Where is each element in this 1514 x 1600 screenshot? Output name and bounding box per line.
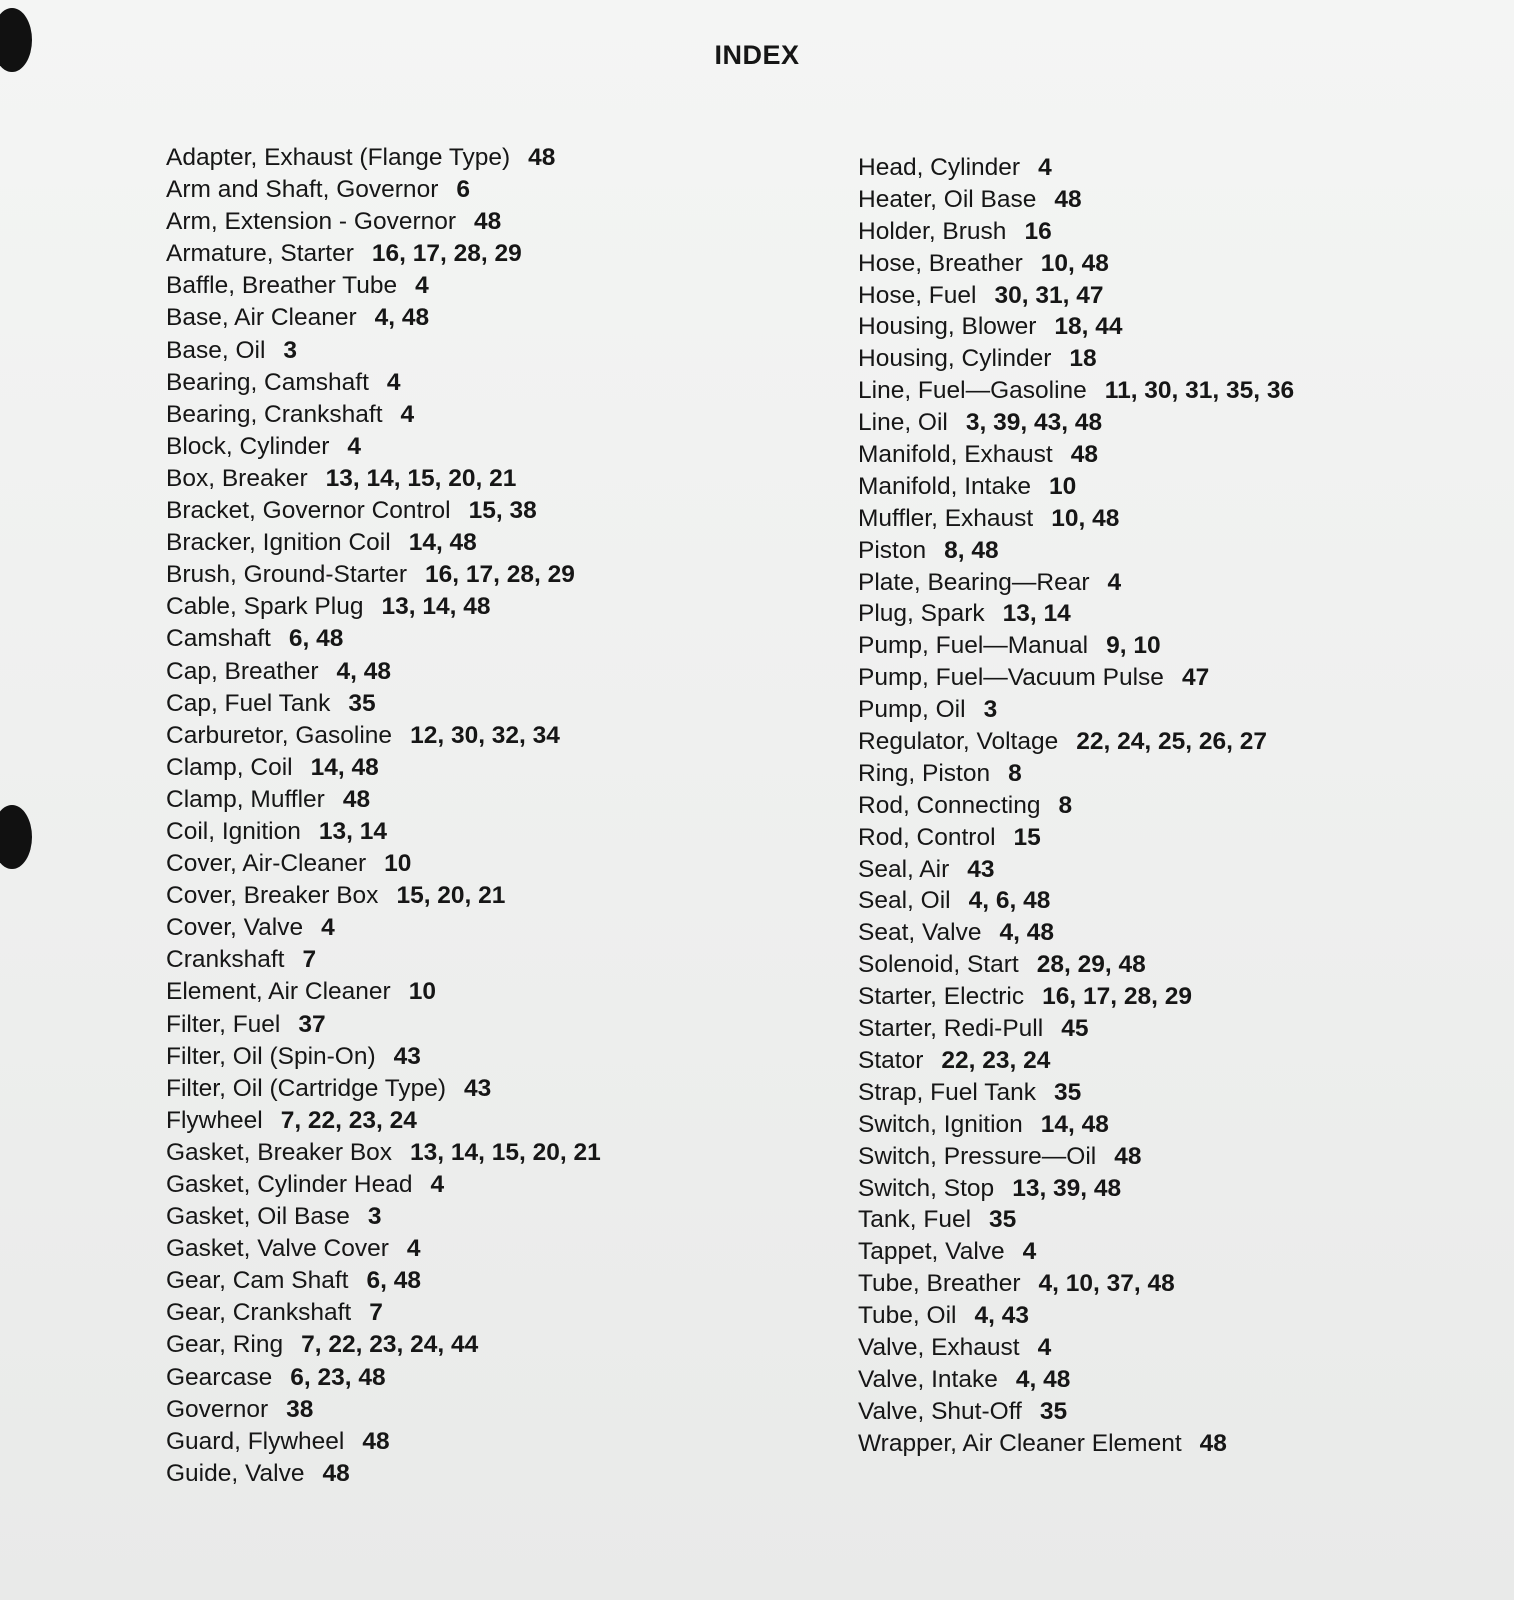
index-term: Bracket, Governor Control [166,497,451,525]
index-entry [166,623,726,655]
index-entry [858,1204,1498,1236]
index-term: Pump, Oil [858,696,966,724]
index-entry [858,917,1498,949]
index-entry [166,688,726,720]
index-term: Piston [858,536,927,564]
index-entry [166,848,726,880]
index-entry [166,784,726,816]
index-term: Filter, Fuel [166,1010,281,1038]
index-term: Armature, Starter [166,240,354,268]
index-page-numbers: 4, 48 [1015,1365,1071,1393]
index-page-numbers: 7 [369,1299,383,1327]
index-page-numbers: 16, 17, 28, 29 [425,561,575,589]
index-term: Gasket, Oil Base [166,1203,350,1231]
index-page-numbers: 4, 6, 48 [968,887,1051,915]
index-page-numbers: 37 [298,1010,326,1038]
index-page-numbers: 4 [1038,154,1052,181]
index-term: Switch, Ignition [858,1110,1023,1138]
index-entry [858,567,1498,599]
index-term: Starter, Redi-Pull [858,1015,1044,1043]
index-entry [858,1109,1498,1141]
index-page-numbers: 22, 24, 25, 26, 27 [1076,728,1267,756]
index-page-numbers: 13, 14, 15, 20, 21 [410,1138,601,1166]
index-page-numbers: 14, 48 [310,753,379,781]
index-term: Tank, Fuel [858,1206,972,1234]
index-page-numbers: 22, 23, 24 [941,1046,1051,1074]
index-entry [858,1396,1498,1428]
index-page-numbers: 48 [1070,441,1099,469]
index-entry [858,790,1498,822]
index-term: Housing, Cylinder [858,345,1052,373]
index-term: Block, Cylinder [166,432,330,460]
index-entry [166,142,726,174]
index-page-numbers: 4 [1107,568,1122,596]
index-term: Manifold, Intake [858,472,1031,500]
index-entry [858,1045,1498,1077]
index-entry [858,471,1498,503]
index-page-numbers: 43 [967,855,995,883]
index-entry [166,1201,726,1233]
index-entry [166,1105,726,1137]
index-term: Bearing, Crankshaft [166,400,383,428]
index-term: Crankshaft [166,946,285,974]
index-page-numbers: 45 [1061,1015,1089,1043]
index-term: Pump, Fuel—Manual [858,632,1089,660]
index-page-numbers: 14, 48 [408,529,477,557]
index-page-numbers: 6 [456,176,470,204]
index-entry [858,248,1498,280]
index-entry [166,1041,726,1073]
index-page-numbers: 30, 31, 47 [994,281,1104,309]
index-entry [858,1300,1498,1332]
index-entry [166,431,726,463]
index-page-numbers: 13, 39, 48 [1012,1174,1122,1202]
index-term: Adapter, Exhaust (Flange Type) [166,144,511,171]
index-entry [166,880,726,912]
index-page-numbers: 4 [430,1171,445,1198]
index-page-numbers: 4 [321,914,335,942]
index-entry [858,1268,1498,1300]
index-entry [166,1297,726,1329]
index-page-numbers: 48 [1114,1142,1142,1170]
index-page-numbers: 47 [1181,664,1210,692]
index-term: Baffle, Breather Tube [166,272,398,300]
index-term: Solenoid, Start [858,951,1019,979]
index-page-numbers: 7, 22, 23, 24, 44 [301,1331,479,1359]
index-term: Manifold, Exhaust [858,441,1053,469]
index-page-numbers: 48 [322,1459,350,1487]
index-entry [858,598,1498,630]
index-term: Wrapper, Air Cleaner Element [858,1429,1182,1457]
index-entry [166,1233,726,1265]
index-term: Starter, Electric [858,983,1025,1011]
index-entry [166,944,726,976]
index-page-numbers: 6, 48 [366,1267,421,1295]
index-entry [166,463,726,495]
index-entry [858,1364,1498,1396]
index-page-numbers: 4 [1022,1238,1037,1266]
index-term: Carburetor, Gasoline [166,721,393,749]
index-page-numbers: 11, 30, 31, 35, 36 [1104,377,1295,405]
index-entry [858,343,1498,375]
index-entry [166,206,726,238]
index-page-numbers: 7 [302,946,317,974]
index-entry [166,335,726,367]
index-entry [858,949,1498,981]
index-entry [166,270,726,302]
index-page-numbers: 10 [408,978,436,1006]
page-title: INDEX [714,40,800,70]
index-page-numbers: 12, 30, 32, 34 [410,721,560,749]
index-page-numbers: 48 [528,144,556,171]
index-term: Strap, Fuel Tank [858,1078,1036,1106]
index-page-numbers: 13, 14, 15, 20, 21 [325,464,517,492]
index-entry [166,1458,726,1490]
index-entry [166,912,726,944]
index-page-numbers: 8, 48 [944,536,999,564]
index-term: Arm and Shaft, Governor [166,176,439,204]
index-entry [858,1173,1498,1205]
index-term: Rod, Connecting [858,791,1041,819]
index-page-numbers: 3 [283,336,298,364]
index-page-numbers: 48 [362,1427,390,1455]
index-term: Flywheel [166,1106,263,1134]
index-term: Camshaft [166,625,271,653]
index-term: Guide, Valve [166,1459,305,1487]
index-entry [166,399,726,431]
index-page-numbers: 4, 43 [974,1302,1029,1330]
index-term: Gasket, Breaker Box [166,1138,393,1166]
index-page-numbers: 13, 14, 48 [381,593,491,621]
index-entry [858,503,1498,535]
index-entry [858,1141,1498,1173]
index-term: Seat, Valve [858,919,982,947]
index-term: Gearcase [166,1363,273,1391]
index-page-numbers: 28, 29, 48 [1036,951,1146,979]
index-page-numbers: 4 [1037,1333,1052,1361]
index-term: Head, Cylinder [858,154,1021,181]
index-term: Heater, Oil Base [858,185,1037,213]
index-page-numbers: 4 [386,368,401,396]
index-term: Tappet, Valve [858,1238,1005,1266]
index-page-numbers: 16, 17, 28, 29 [371,240,522,268]
index-term: Clamp, Muffler [166,785,325,813]
index-page-numbers: 7, 22, 23, 24 [280,1106,417,1134]
index-entry [858,152,1498,184]
index-page-numbers: 43 [464,1074,492,1102]
index-term: Gear, Ring [166,1331,284,1359]
index-term: Base, Air Cleaner [166,304,357,332]
index-entry [166,1169,726,1201]
index-term: Ring, Piston [858,759,991,787]
index-entry [166,976,726,1008]
index-entry [166,591,726,623]
index-entry [166,527,726,559]
index-entry [858,694,1498,726]
index-column-left [166,142,726,1490]
index-term: Line, Fuel—Gasoline [858,377,1087,405]
index-term: Cable, Spark Plug [166,593,364,621]
index-entry [858,822,1498,854]
index-page-numbers: 10, 48 [1051,504,1120,532]
index-entry [858,311,1498,343]
index-entry [858,1332,1498,1364]
index-term: Rod, Control [858,823,996,851]
index-page-numbers: 8 [1058,791,1073,819]
index-entry [166,495,726,527]
index-entry [166,1265,726,1297]
index-term: Cap, Fuel Tank [166,689,331,717]
index-entry [166,174,726,206]
index-entry [858,854,1498,886]
index-page-numbers: 18, 44 [1054,313,1123,341]
index-page-numbers: 14, 48 [1040,1110,1109,1138]
index-term: Holder, Brush [858,217,1007,245]
index-entry [858,1077,1498,1109]
index-page-numbers: 48 [1054,185,1082,213]
index-term: Cover, Breaker Box [166,882,379,910]
index-page-numbers: 15, 38 [468,497,537,525]
index-entry [166,238,726,270]
index-entry [858,1236,1498,1268]
index-term: Plate, Bearing—Rear [858,568,1090,596]
index-term: Valve, Exhaust [858,1333,1020,1361]
index-page-numbers: 13, 14 [318,817,387,845]
index-term: Hose, Fuel [858,281,977,309]
index-page-numbers: 4 [415,272,429,300]
index-term: Bearing, Camshaft [166,368,369,396]
index-page-numbers: 6, 48 [288,625,344,653]
index-term: Gasket, Cylinder Head [166,1171,413,1198]
index-term: Tube, Oil [858,1302,957,1330]
index-page-numbers: 35 [989,1206,1017,1234]
index-entry [166,1073,726,1105]
index-term: Gear, Cam Shaft [166,1267,349,1295]
index-term: Hose, Breather [858,249,1023,277]
index-page-numbers: 16 [1024,217,1052,245]
index-term: Gasket, Valve Cover [166,1235,389,1263]
index-entry [166,1137,726,1169]
index-term: Arm, Extension - Governor [166,208,457,236]
index-entry [858,726,1498,758]
index-entry [166,302,726,334]
index-entry [858,662,1498,694]
index-term: Governor [166,1395,269,1423]
index-term: Cover, Valve [166,914,304,942]
index-term: Box, Breaker [166,464,308,492]
index-page-numbers: 48 [342,785,371,813]
index-term: Valve, Shut-Off [858,1397,1022,1425]
index-page-numbers: 4, 48 [374,304,430,332]
index-entry [166,720,726,752]
index-term: Clamp, Coil [166,753,293,781]
index-term: Guard, Flywheel [166,1427,345,1455]
index-page-numbers: 3, 39, 43, 48 [965,409,1103,437]
index-term: Tube, Breather [858,1270,1021,1298]
index-term: Switch, Stop [858,1174,995,1202]
index-entry [858,630,1498,662]
index-term: Seal, Oil [858,887,951,915]
index-entry [166,1394,726,1426]
index-page-numbers: 48 [1199,1429,1227,1457]
index-term: Coil, Ignition [166,817,301,845]
index-page-numbers: 4 [406,1235,421,1263]
index-term: Brush, Ground-Starter [166,561,408,589]
index-page-numbers: 13, 14 [1002,600,1071,628]
index-term: Filter, Oil (Spin-On) [166,1042,376,1070]
index-term: Switch, Pressure—Oil [858,1142,1097,1170]
index-term: Filter, Oil (Cartridge Type) [166,1074,447,1102]
index-page-numbers: 35 [1039,1397,1068,1425]
index-page-numbers: 3 [367,1203,382,1231]
binder-hole [0,805,32,869]
index-entry [166,1329,726,1361]
index-entry [858,1428,1498,1460]
index-page-numbers: 4 [347,432,362,460]
index-term: Bracker, Ignition Coil [166,529,391,557]
index-page-numbers: 15 [1013,823,1041,851]
index-page-numbers: 10, 48 [1040,249,1109,277]
index-entry [166,559,726,591]
index-page-numbers: 10 [1048,472,1077,500]
index-page-numbers: 48 [474,208,502,236]
index-term: Cap, Breather [166,657,319,685]
index-page-numbers: 4 [400,400,415,428]
index-term: Element, Air Cleaner [166,978,391,1006]
index-page-numbers: 35 [348,689,376,717]
index-entry [166,1426,726,1458]
index-entry [166,656,726,688]
index-entry [858,1013,1498,1045]
index-page-numbers: 35 [1053,1078,1082,1106]
index-entry [858,184,1498,216]
index-term: Gear, Crankshaft [166,1299,352,1327]
index-term: Valve, Intake [858,1365,998,1393]
index-term: Stator [858,1046,924,1074]
index-page-numbers: 18 [1069,345,1097,373]
index-entry [858,758,1498,790]
index-entry [858,280,1498,312]
index-page-numbers: 16, 17, 28, 29 [1042,983,1192,1011]
index-term: Seal, Air [858,855,950,883]
index-term: Regulator, Voltage [858,728,1059,756]
index-entry [166,816,726,848]
index-entry [858,375,1498,407]
index-term: Housing, Blower [858,313,1037,341]
index-term: Cover, Air-Cleaner [166,850,367,878]
index-entry [858,439,1498,471]
index-page-numbers: 43 [393,1042,421,1070]
index-page-numbers: 6, 23, 48 [290,1363,386,1391]
index-entry [858,885,1498,917]
index-page-numbers: 10 [384,850,412,878]
index-entry [858,981,1498,1013]
index-page-numbers: 38 [286,1395,314,1423]
index-entry [166,1009,726,1041]
index-term: Muffler, Exhaust [858,504,1034,532]
index-page-numbers: 3 [983,696,998,724]
index-page-numbers: 4, 48 [336,657,392,685]
index-entry [858,535,1498,567]
index-entry [166,1362,726,1394]
index-entry [166,367,726,399]
index-column-right [858,152,1498,1460]
index-page-numbers: 8 [1008,759,1022,787]
index-entry [858,216,1498,248]
index-page-numbers: 4, 10, 37, 48 [1038,1270,1175,1298]
index-entry [166,752,726,784]
index-term: Line, Oil [858,409,948,437]
index-page-numbers: 15, 20, 21 [396,882,506,910]
index-entry [858,407,1498,439]
index-term: Base, Oil [166,336,266,364]
index-page-numbers: 9, 10 [1106,632,1161,660]
index-page-numbers: 4, 48 [999,919,1054,947]
index-term: Plug, Spark [858,600,985,628]
index-term: Pump, Fuel—Vacuum Pulse [858,664,1164,692]
